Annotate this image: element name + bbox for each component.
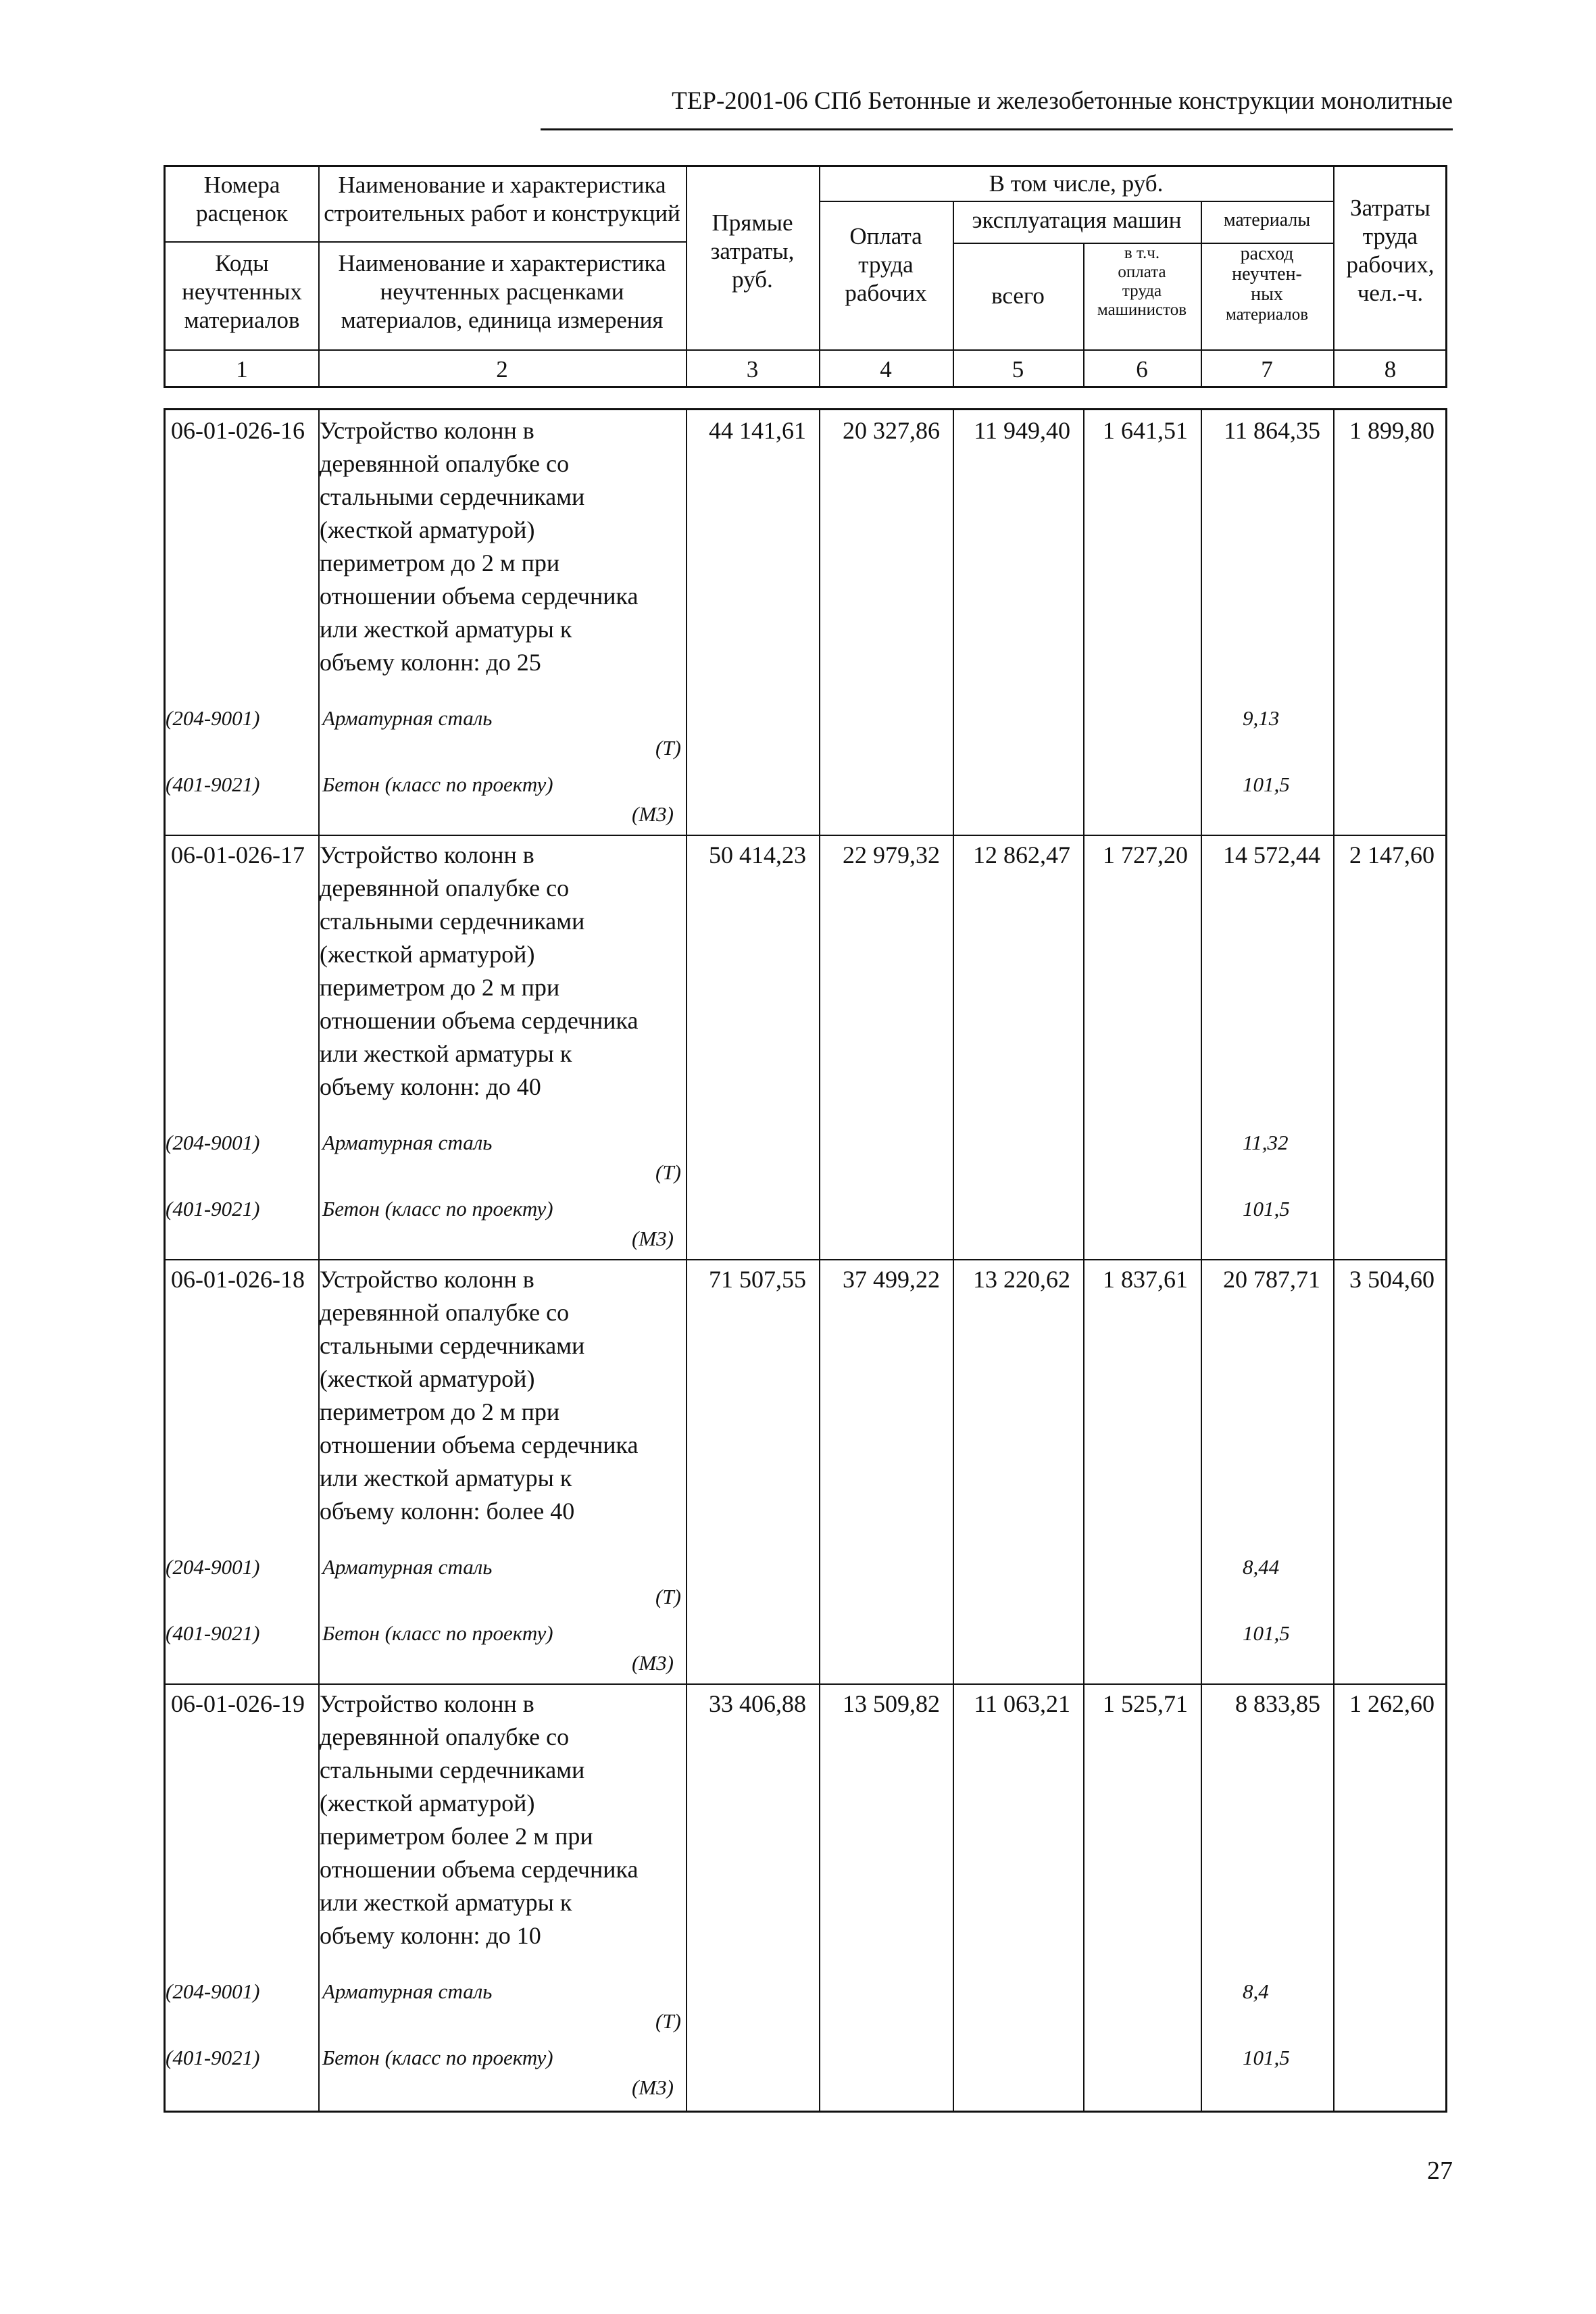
page-number: 27: [1427, 2157, 1453, 2185]
description-line: объему колонн: более 40: [320, 1498, 575, 1525]
header-col7: расход неучтен- ных материалов: [1225, 243, 1309, 324]
material-name: Арматурная сталь: [322, 706, 493, 730]
column-number: 7: [1261, 356, 1273, 383]
header-machines: эксплуатация машин: [972, 207, 1182, 233]
rate-description: [320, 1263, 841, 1528]
value-hours: 1 899,80: [1349, 417, 1435, 444]
description-line: периметром до 2 м при: [320, 1398, 560, 1425]
value-labor: 22 979,32: [843, 841, 940, 868]
header-col1-top: Номера расценок: [195, 172, 289, 226]
material-name: Арматурная сталь: [322, 1555, 493, 1579]
value-direct: 33 406,88: [709, 1690, 806, 1717]
column-number: 8: [1384, 356, 1397, 383]
header-materials: материалы: [1223, 210, 1311, 230]
value-hours: 1 262,60: [1349, 1690, 1435, 1717]
header-group: В том числе, руб.: [989, 170, 1164, 197]
description-line: отношении объема сердечника: [320, 1007, 639, 1034]
description-line: (жесткой арматурой): [320, 516, 535, 543]
material-unit: (Т): [655, 2009, 681, 2033]
description-line: отношении объема сердечника: [320, 583, 639, 610]
material-name: Арматурная сталь: [322, 1979, 493, 2003]
value-machinists: 1 837,61: [1103, 1266, 1188, 1293]
value-direct: 50 414,23: [709, 841, 806, 868]
material-code: (204-9001): [166, 706, 260, 730]
material-code: (401-9021): [166, 1197, 260, 1221]
row-separator: [166, 1683, 1445, 1685]
description-line: стальными сердечниками: [320, 908, 585, 935]
column-number: 5: [1012, 356, 1024, 383]
material-code: (401-9021): [166, 772, 260, 796]
material-name: Бетон (класс по проекту): [322, 1197, 553, 1221]
value-direct: 44 141,61: [709, 417, 806, 444]
column-number: 3: [746, 356, 759, 383]
column-divider: [1201, 410, 1202, 2113]
value-machines-total: 11 949,40: [974, 417, 1070, 444]
description-line: деревянной опалубке со: [320, 450, 570, 477]
column-divider: [1333, 410, 1335, 2113]
material-quantity: 101,5: [1243, 1621, 1290, 1645]
description-line: Устройство колонн в: [320, 841, 534, 868]
description-line: деревянной опалубке со: [320, 1723, 570, 1750]
material-unit: (М3): [632, 2075, 674, 2099]
value-materials: 8 833,85: [1235, 1690, 1320, 1717]
column-number: 6: [1136, 356, 1148, 383]
material-unit: (Т): [655, 736, 681, 760]
description-line: объему колонн: до 10: [320, 1922, 541, 1949]
header-divider: [166, 241, 686, 243]
material-unit: (Т): [655, 1160, 681, 1184]
material-unit: (М3): [632, 1227, 674, 1250]
description-line: (жесткой арматурой): [320, 1365, 535, 1392]
value-labor: 20 327,86: [843, 417, 940, 444]
value-machinists: 1 727,20: [1103, 841, 1188, 868]
header-divider: [819, 201, 1333, 202]
row-separator: [166, 1259, 1445, 1260]
value-direct: 71 507,55: [709, 1266, 806, 1293]
material-quantity: 101,5: [1243, 772, 1290, 796]
material-quantity: 101,5: [1243, 1197, 1290, 1221]
description-line: стальными сердечниками: [320, 483, 585, 510]
material-quantity: 11,32: [1243, 1131, 1289, 1154]
header-col5: всего: [991, 282, 1045, 309]
material-name: Бетон (класс по проекту): [322, 1621, 553, 1645]
value-labor: 37 499,22: [843, 1266, 940, 1293]
value-machines-total: 12 862,47: [973, 841, 1070, 868]
header-divider: [166, 349, 1447, 351]
description-line: Устройство колонн в: [320, 1690, 534, 1717]
header-col2-top: Наименование и характеристика строительных работ и конструкций: [324, 172, 680, 226]
description-line: объему колонн: до 25: [320, 649, 541, 676]
table-header: [164, 165, 1447, 388]
description-line: периметром до 2 м при: [320, 549, 560, 576]
material-code: (204-9001): [166, 1131, 260, 1154]
rate-code: 06-01-026-16: [171, 417, 305, 444]
description-line: (жесткой арматурой): [320, 1790, 535, 1817]
value-machinists: 1 525,71: [1103, 1690, 1188, 1717]
material-code: (204-9001): [166, 1979, 260, 2003]
description-line: стальными сердечниками: [320, 1332, 585, 1359]
description-line: или жесткой арматуры к: [320, 616, 572, 643]
page-title: ТЕР-2001-06 СПб Бетонные и железобетонные конструкции монолитные: [672, 87, 1453, 115]
value-machinists: 1 641,51: [1103, 417, 1188, 444]
material-code: (401-9021): [166, 1621, 260, 1645]
description-line: объему колонн: до 40: [320, 1073, 541, 1100]
description-line: деревянной опалубке со: [320, 875, 570, 902]
rate-code: 06-01-026-19: [171, 1690, 305, 1717]
description-line: или жесткой арматуры к: [320, 1889, 572, 1916]
header-col3: Прямые затраты, руб.: [710, 210, 795, 293]
description-line: деревянной опалубке со: [320, 1299, 570, 1326]
value-machines-total: 11 063,21: [974, 1690, 1070, 1717]
value-labor: 13 509,82: [843, 1690, 940, 1717]
header-col2-bottom: Наименование и характеристика неучтенных расценками материалов, единица измерения: [338, 250, 666, 333]
rate-description: [320, 1688, 841, 1952]
title-rule: [541, 128, 1453, 130]
material-quantity: 101,5: [1243, 2046, 1290, 2069]
rate-description: [320, 839, 841, 1104]
description-line: периметром до 2 м при: [320, 974, 560, 1001]
value-hours: 2 147,60: [1349, 841, 1435, 868]
rate-code: 06-01-026-17: [171, 841, 305, 868]
value-materials: 14 572,44: [1223, 841, 1320, 868]
material-unit: (Т): [655, 1585, 681, 1608]
column-number: 2: [496, 356, 508, 383]
rate-description: [320, 414, 841, 679]
description-line: Устройство колонн в: [320, 417, 534, 444]
column-number: 4: [880, 356, 892, 383]
description-line: (жесткой арматурой): [320, 941, 535, 968]
header-col1-bottom: Коды неучтенных материалов: [182, 250, 302, 333]
material-quantity: 9,13: [1243, 706, 1280, 730]
value-hours: 3 504,60: [1349, 1266, 1435, 1293]
material-quantity: 8,4: [1243, 1979, 1269, 2003]
material-name: Арматурная сталь: [322, 1131, 493, 1154]
description-line: отношении объема сердечника: [320, 1856, 639, 1883]
column-number: 1: [236, 356, 248, 383]
rates-table: [164, 408, 1447, 2113]
description-line: Устройство колонн в: [320, 1266, 534, 1293]
description-line: отношении объема сердечника: [320, 1431, 639, 1458]
header-col4: Оплата труда рабочих: [845, 223, 927, 306]
material-code: (204-9001): [166, 1555, 260, 1579]
value-machines-total: 13 220,62: [973, 1266, 1070, 1293]
header-col6: в т.ч. оплата труда машинистов: [1097, 244, 1187, 319]
material-name: Бетон (класс по проекту): [322, 2046, 553, 2069]
material-unit: (М3): [632, 1651, 674, 1675]
row-separator: [166, 835, 1445, 836]
value-materials: 20 787,71: [1223, 1266, 1320, 1293]
description-line: или жесткой арматуры к: [320, 1464, 572, 1492]
value-materials: 11 864,35: [1224, 417, 1320, 444]
rate-code: 06-01-026-18: [171, 1266, 305, 1293]
material-name: Бетон (класс по проекту): [322, 772, 553, 796]
material-code: (401-9021): [166, 2046, 260, 2069]
header-col8: Затраты труда рабочих, чел.-ч.: [1346, 195, 1435, 306]
material-quantity: 8,44: [1243, 1555, 1280, 1579]
description-line: периметром более 2 м при: [320, 1823, 593, 1850]
material-unit: (М3): [632, 802, 674, 826]
column-divider: [1083, 410, 1084, 2113]
description-line: стальными сердечниками: [320, 1756, 585, 1783]
column-divider: [953, 410, 954, 2113]
description-line: или жесткой арматуры к: [320, 1040, 572, 1067]
